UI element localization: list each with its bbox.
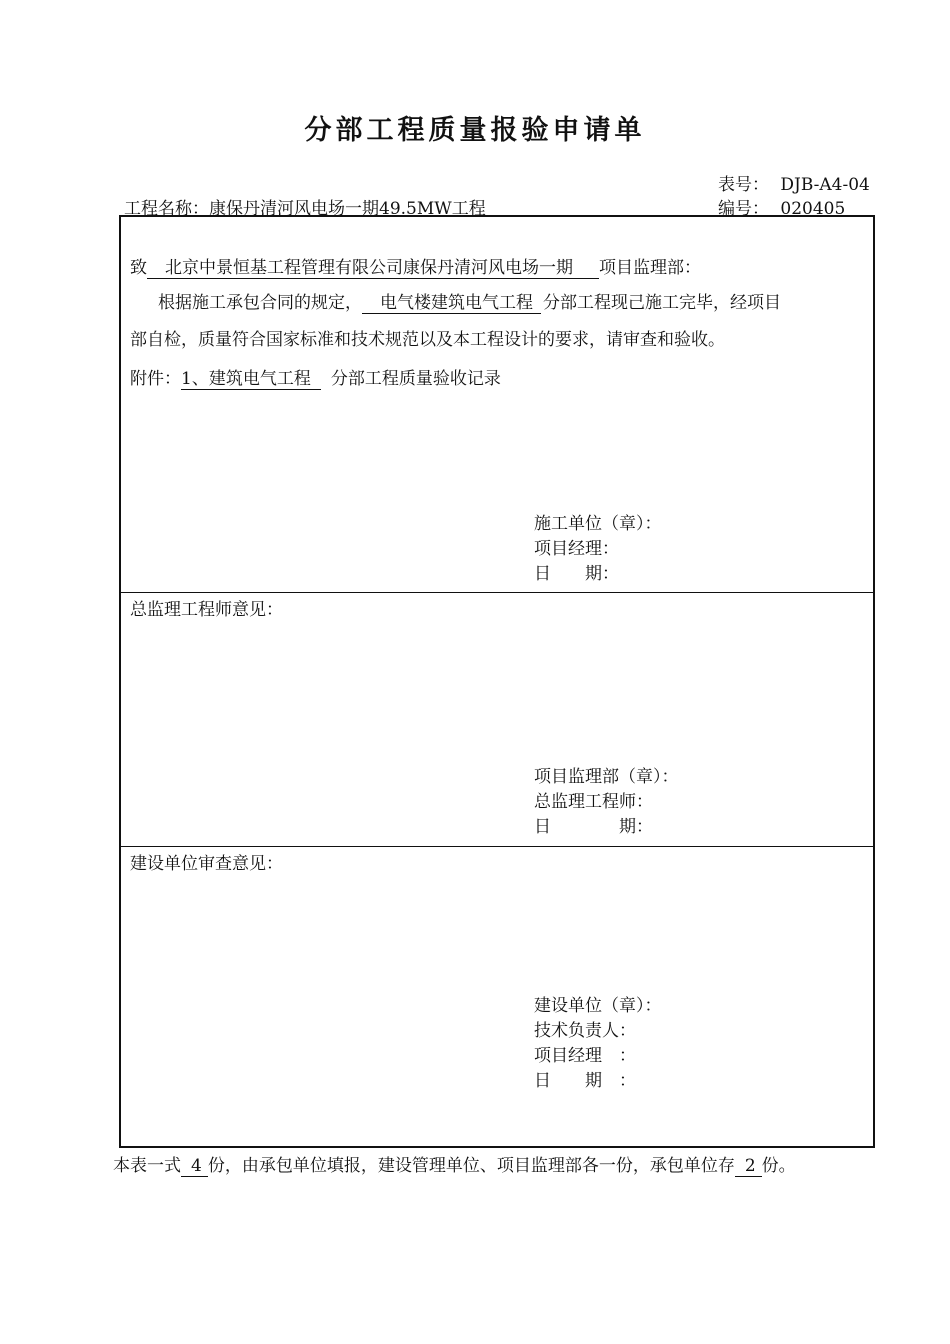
footer-prefix: 本表一式 [113, 1156, 181, 1176]
supervision-dept-seal-label: 项目监理部（章）： [534, 767, 679, 787]
owner-review-heading: 建设单位审查意见： [130, 854, 283, 874]
footer-keep: 2 [735, 1156, 762, 1177]
contractor-seal-label: 施工单位（章）： [534, 514, 662, 534]
project-name-label: 工程名称： [124, 199, 209, 219]
body-suffix: 分部工程现己施工完毕，经项目 [543, 293, 781, 313]
supervisor-date-label: 日 期： [534, 817, 653, 837]
form-number-value: DJB-A4-04 [780, 175, 870, 195]
form-table [119, 215, 875, 1148]
contractor-manager-label: 项目经理： [534, 539, 619, 559]
page-title: 分部工程质量报验申请单 [304, 115, 646, 146]
body-prefix: 根据施工承包合同的规定， [158, 293, 362, 313]
body-line-1 [158, 292, 781, 314]
attachment-prefix: 附件： [130, 369, 181, 389]
technical-lead-label: 技术负责人： [534, 1021, 636, 1041]
attachment-suffix: 分部工程质量验收记录 [330, 369, 501, 389]
footer-copies: 4 [181, 1156, 208, 1177]
owner-date-label: 日 期 ： [534, 1071, 636, 1091]
owner-seal-label: 建设单位（章）： [534, 996, 662, 1016]
serial-number-value: 020405 [780, 199, 846, 219]
addressee-org: 北京中景恒基工程管理有限公司康保丹清河风电场一期 [147, 258, 599, 279]
footer-note [113, 1155, 796, 1177]
section-divider-2 [119, 846, 875, 847]
attachment-item: 1、建筑电气工程 [181, 369, 321, 390]
supervisor-opinion-heading: 总监理工程师意见： [130, 600, 283, 620]
form-number-label: 表号： [718, 175, 769, 195]
addressee-prefix: 致 [130, 258, 147, 278]
owner-manager-label: 项目经理 ： [534, 1046, 636, 1066]
form-number [718, 170, 870, 195]
attachment-line [130, 368, 501, 390]
addressee-line [130, 257, 701, 279]
serial-number-label: 编号： [718, 199, 769, 219]
footer-suffix: 份。 [761, 1156, 796, 1176]
chief-supervisor-label: 总监理工程师： [534, 792, 653, 812]
subproject-name: 电气楼建筑电气工程 [362, 293, 541, 314]
contractor-date-label: 日 期： [534, 564, 619, 584]
footer-middle: 份，由承包单位填报，建设管理单位、项目监理部各一份，承包单位存 [207, 1156, 735, 1176]
project-name-value: 康保丹清河风电场一期49.5MW工程 [209, 199, 486, 219]
body-line-2: 部自检，质量符合国家标准和技术规范以及本工程设计的要求，请审查和验收。 [130, 330, 725, 350]
section-divider-1 [119, 592, 875, 593]
addressee-suffix: 项目监理部： [599, 258, 701, 278]
